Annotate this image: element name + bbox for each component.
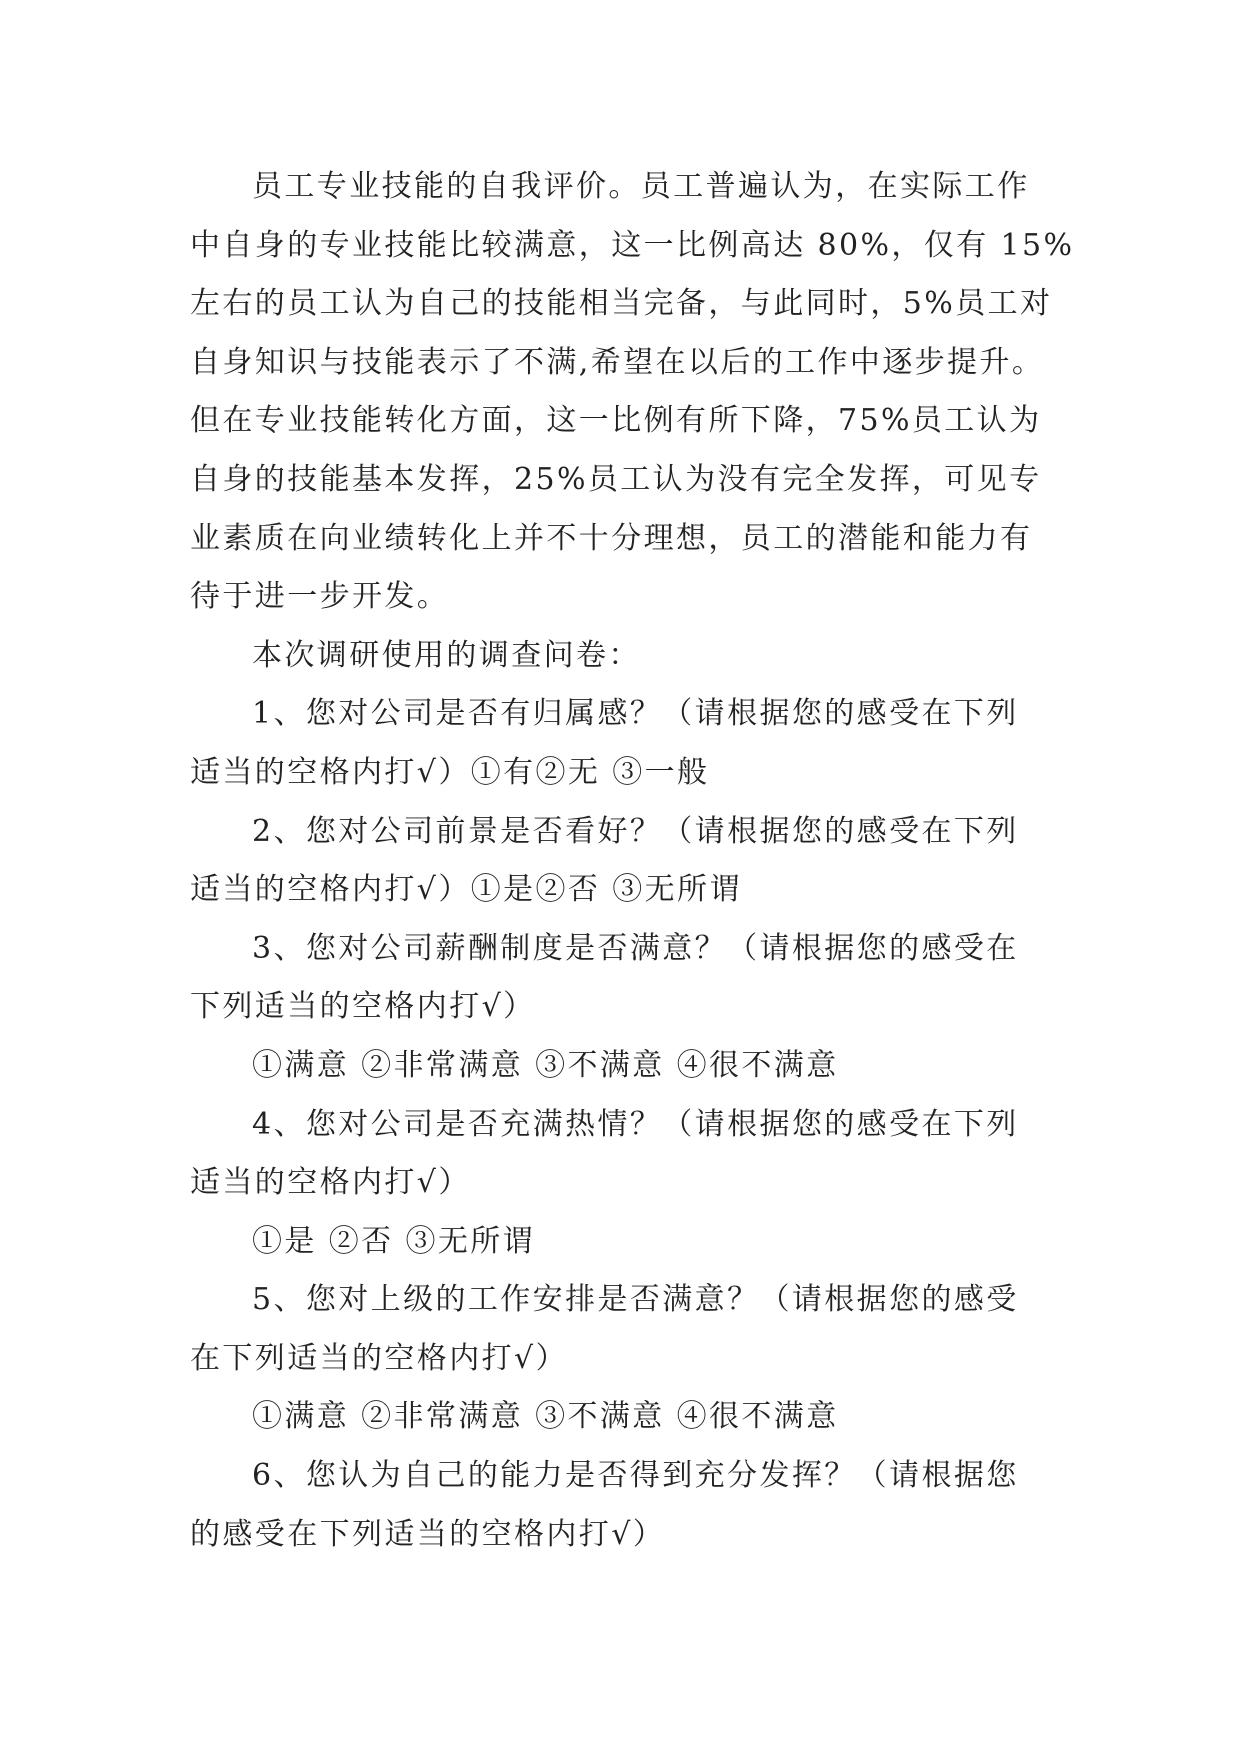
question-5-continued: 在下列适当的空格内打√） — [190, 1340, 568, 1376]
text-line: 左右的员工认为自己的技能相当完备，与此同时，5%员工对 — [190, 286, 1053, 322]
text-line: 自身知识与技能表示了不满,希望在以后的工作中逐步提升。 — [190, 344, 1045, 380]
text-line: 自身的技能基本发挥，25%员工认为没有完全发挥，可见专 — [190, 461, 1042, 497]
question-4-options: ①是 ②否 ③无所谓 — [252, 1223, 536, 1259]
question-2-options: 适当的空格内打√）①是②否 ③无所谓 — [190, 872, 742, 908]
question-3: 3、您对公司薪酬制度是否满意？（请根据您的感受在 — [252, 930, 1019, 966]
text-line: 中自身的专业技能比较满意，这一比例高达 80%，仅有 15% — [190, 227, 1075, 263]
question-5-options: ①满意 ②非常满意 ③不满意 ④很不满意 — [252, 1399, 839, 1435]
question-3-options: ①满意 ②非常满意 ③不满意 ④很不满意 — [252, 1047, 839, 1083]
question-5: 5、您对上级的工作安排是否满意？（请根据您的感受 — [252, 1282, 1019, 1318]
text-line: 业素质在向业绩转化上并不十分理想，员工的潜能和能力有 — [190, 520, 1033, 556]
question-2: 2、您对公司前景是否看好？（请根据您的感受在下列 — [252, 813, 1019, 849]
text-line: 员工专业技能的自我评价。员工普遍认为，在实际工作 — [252, 169, 1030, 204]
question-4-continued: 适当的空格内打√） — [190, 1165, 471, 1201]
question-4: 4、您对公司是否充满热情？（请根据您的感受在下列 — [252, 1106, 1019, 1142]
survey-heading: 本次调研使用的调查问卷： — [252, 637, 641, 673]
question-6-continued: 的感受在下列适当的空格内打√） — [190, 1516, 666, 1552]
question-1: 1、您对公司是否有归属感？（请根据您的感受在下列 — [252, 696, 1019, 732]
document-body — [190, 158, 1090, 1564]
question-3-continued: 下列适当的空格内打√） — [190, 989, 536, 1025]
text-line: 但在专业技能转化方面，这一比例有所下降，75%员工认为 — [190, 403, 1042, 439]
text-line: 待于进一步开发。 — [190, 579, 450, 615]
question-6: 6、您认为自己的能力是否得到充分发挥？（请根据您 — [252, 1458, 1019, 1494]
question-1-options: 适当的空格内打√）①有②无 ③一般 — [190, 754, 710, 790]
